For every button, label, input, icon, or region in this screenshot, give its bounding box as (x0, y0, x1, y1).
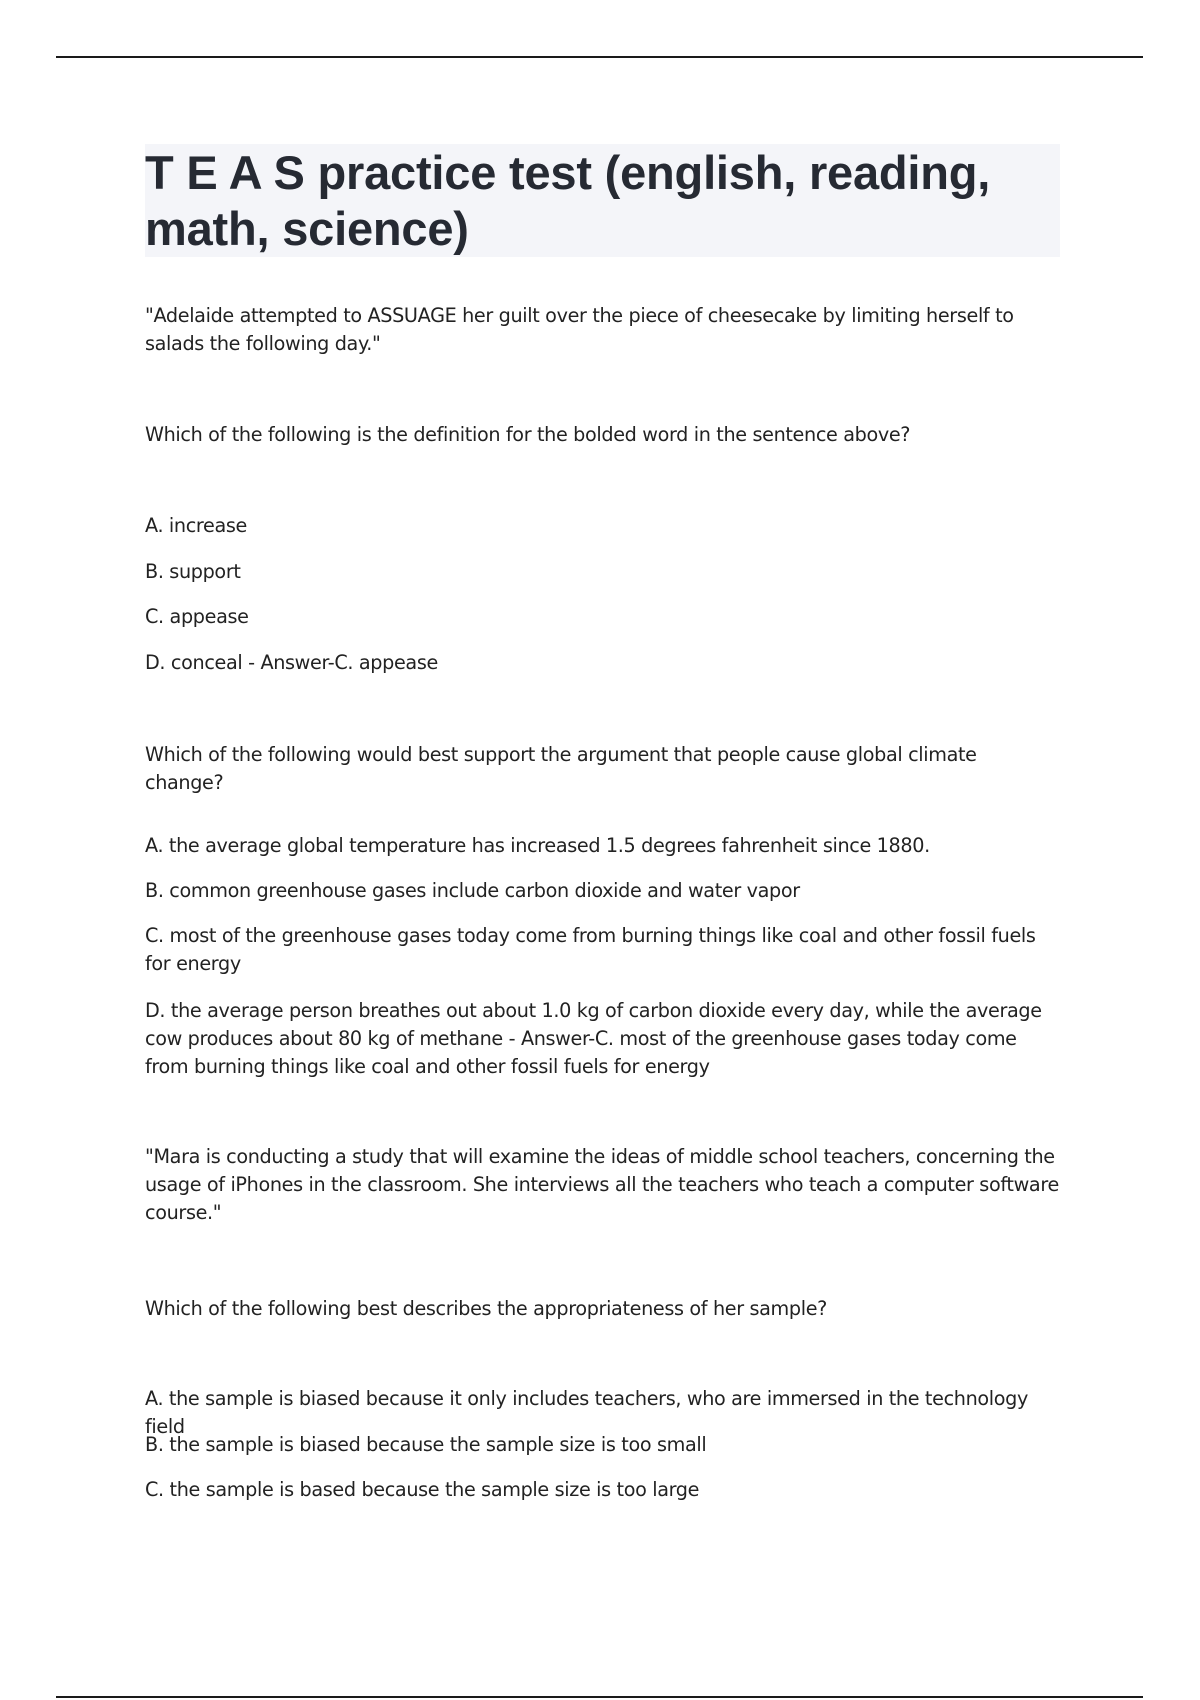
question-2-option-b: B. common greenhouse gases include carbon dioxide and water vapor (145, 879, 800, 902)
top-rule (56, 56, 1143, 58)
question-2-option-a: A. the average global temperature has increased 1.5 degrees fahrenheit since 1880. (145, 834, 930, 857)
question-3-option-a: A. the sample is biased because it only includes teachers, who are immersed in the technology field (145, 1387, 1028, 1438)
question-2-option-c: C. most of the greenhouse gases today come from burning things like coal and other fossil fuels for energy (145, 924, 1036, 975)
question-1-prompt: Which of the following is the definition for the bolded word in the sentence above? (145, 423, 911, 446)
question-3-prompt: Which of the following best describes the appropriateness of her sample? (145, 1297, 827, 1320)
question-1-option-c: C. appease (145, 605, 249, 628)
page-title: T E A S practice test (english, reading, math, science) (145, 146, 991, 255)
question-3-passage: "Mara is conducting a study that will examine the ideas of middle school teachers, concerning the usage of iPhones in the classroom. She interviews all the teachers who teach a computer software course." (145, 1145, 1059, 1224)
question-1-option-b: B. support (145, 560, 241, 583)
question-2-prompt: Which of the following would best support the argument that people cause global climate change? (145, 743, 977, 794)
question-1-passage: "Adelaide attempted to ASSUAGE her guilt over the piece of cheesecake by limiting herself to salads the following day." (145, 304, 1014, 355)
question-1-option-d-answer: D. conceal - Answer-C. appease (145, 651, 438, 674)
question-1-option-a: A. increase (145, 514, 248, 537)
bottom-rule (56, 1696, 1143, 1698)
question-2-option-d-answer: D. the average person breathes out about 1.0 kg of carbon dioxide every day, while the average cow produces about 80 kg of methane - Answer-C. most of the greenhouse gases today come from burning things like coal and other fossil fuels for energy (145, 999, 1042, 1078)
question-3-option-b: B. the sample is biased because the sample size is too small (145, 1433, 707, 1456)
question-3-option-c: C. the sample is based because the sample size is too large (145, 1478, 700, 1501)
